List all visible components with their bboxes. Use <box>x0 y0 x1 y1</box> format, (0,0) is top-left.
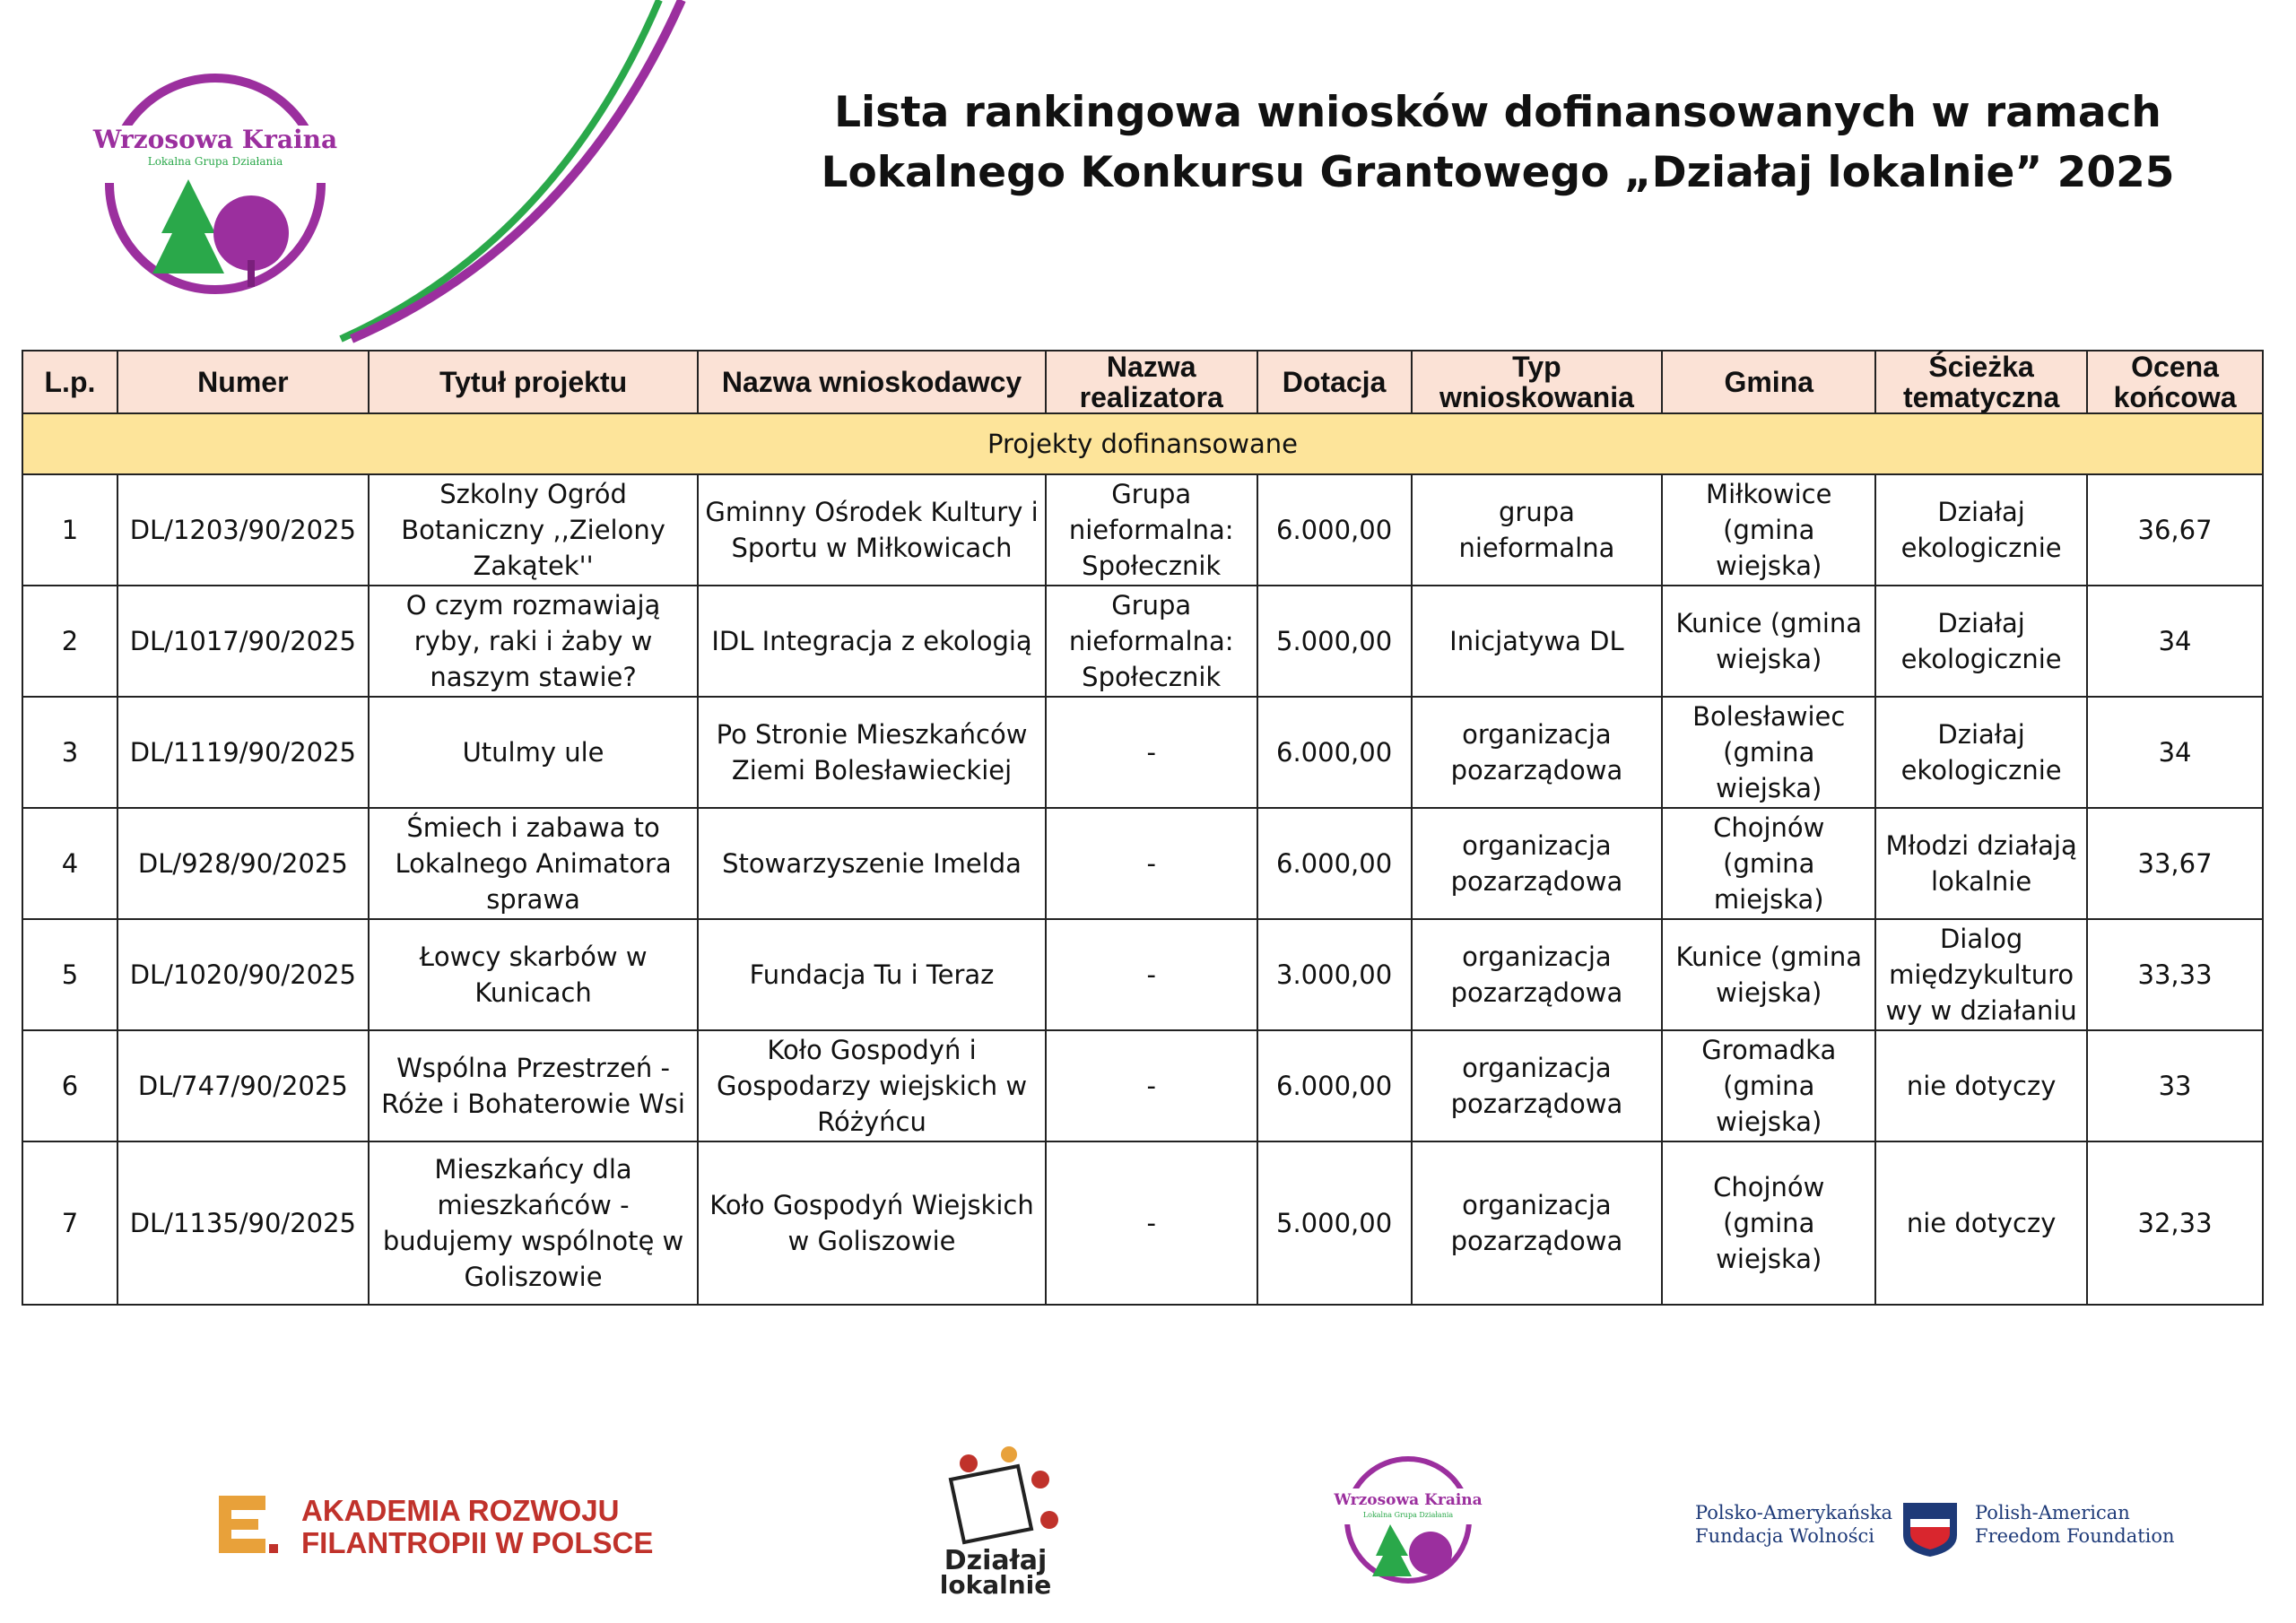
table-header-row <box>22 351 2263 413</box>
cell-sciezka: Młodzi działają lokalnie <box>1875 808 2087 919</box>
cell-tytul: Utulmy ule <box>369 697 698 808</box>
title-line-1: Lista rankingowa wniosków dofinansowanych w ramach <box>834 88 2161 137</box>
cell-typ: organizacja pozarządowa <box>1412 808 1663 919</box>
cell-realizator: - <box>1046 1030 1257 1141</box>
cell-realizator: - <box>1046 697 1257 808</box>
page-title <box>807 82 2188 203</box>
wk-name: Wrzosowa Kraina <box>1334 1491 1483 1509</box>
title-line-2: Lokalnego Konkursu Grantowego „Działaj lokalnie” 2025 <box>821 148 2175 197</box>
cell-wnioskodawca: IDL Integracja z ekologią <box>698 586 1045 697</box>
column-header: Tytuł projektu <box>369 351 698 413</box>
cell-tytul: Mieszkańcy dla mieszkańców - budujemy wspólnotę w Goliszowie <box>369 1141 698 1305</box>
cell-numer: DL/1020/90/2025 <box>117 919 369 1030</box>
table-row <box>22 1030 2263 1141</box>
cell-wnioskodawca: Stowarzyszenie Imelda <box>698 808 1045 919</box>
cell-wnioskodawca: Fundacja Tu i Teraz <box>698 919 1045 1030</box>
column-header: Nazwa realizatora <box>1046 351 1257 413</box>
cell-dotacja: 6.000,00 <box>1257 697 1412 808</box>
cell-realizator: - <box>1046 1141 1257 1305</box>
table-row <box>22 1141 2263 1305</box>
column-header: Ocena końcowa <box>2087 351 2263 413</box>
cell-lp: 4 <box>22 808 117 919</box>
column-header: Nazwa wnioskodawcy <box>698 351 1045 413</box>
column-header: Numer <box>117 351 369 413</box>
cell-tytul: O czym rozmawiają ryby, raki i żaby w naszym stawie? <box>369 586 698 697</box>
cell-gmina: Chojnów (gmina miejska) <box>1662 808 1875 919</box>
cell-sciezka: nie dotyczy <box>1875 1141 2087 1305</box>
wk-subtitle: Lokalna Grupa Działania <box>1362 1511 1454 1519</box>
cell-ocena: 34 <box>2087 697 2263 808</box>
cell-typ: grupa nieformalna <box>1412 474 1663 586</box>
section-label: Projekty dofinansowane <box>22 413 2263 474</box>
cell-dotacja: 6.000,00 <box>1257 474 1412 586</box>
paff-logo <box>1695 1488 2179 1560</box>
logo-subtitle: Lokalna Grupa Działania <box>147 155 283 168</box>
cell-ocena: 36,67 <box>2087 474 2263 586</box>
cell-tytul: Szkolny Ogród Botaniczny ,,Zielony Zakątek'' <box>369 474 698 586</box>
cell-lp: 1 <box>22 474 117 586</box>
cell-ocena: 33 <box>2087 1030 2263 1141</box>
cell-typ: organizacja pozarządowa <box>1412 1030 1663 1141</box>
cell-gmina: Kunice (gmina wiejska) <box>1662 919 1875 1030</box>
cell-typ: Inicjatywa DL <box>1412 586 1663 697</box>
wrzosowa-kraina-small-logo <box>1318 1444 1498 1587</box>
cell-dotacja: 6.000,00 <box>1257 1030 1412 1141</box>
cell-numer: DL/928/90/2025 <box>117 808 369 919</box>
cell-typ: organizacja pozarządowa <box>1412 697 1663 808</box>
paff-en-line-2: Freedom Foundation <box>1975 1525 2175 1547</box>
table-row <box>22 697 2263 808</box>
cell-typ: organizacja pozarządowa <box>1412 919 1663 1030</box>
ard-line-1: AKADEMIA ROZWOJU <box>301 1494 620 1527</box>
cell-wnioskodawca: Po Stronie Mieszkańców Ziemi Bolesławieckiej <box>698 697 1045 808</box>
cell-lp: 3 <box>22 697 117 808</box>
cell-ocena: 34 <box>2087 586 2263 697</box>
cell-wnioskodawca: Koło Gospodyń Wiejskich w Goliszowie <box>698 1141 1045 1305</box>
cell-gmina: Gromadka (gmina wiejska) <box>1662 1030 1875 1141</box>
cell-realizator: Grupa nieformalna: Społecznik <box>1046 586 1257 697</box>
cell-numer: DL/1203/90/2025 <box>117 474 369 586</box>
cell-lp: 5 <box>22 919 117 1030</box>
table-row <box>22 808 2263 919</box>
dl-line-2: lokalnie <box>939 1570 1052 1596</box>
column-header: Ścieżka tematyczna <box>1875 351 2087 413</box>
cell-ocena: 33,33 <box>2087 919 2263 1030</box>
cell-wnioskodawca: Gminny Ośrodek Kultury i Sportu w Miłkowicach <box>698 474 1045 586</box>
cell-tytul: Śmiech i zabawa to Lokalnego Animatora sprawa <box>369 808 698 919</box>
cell-numer: DL/1119/90/2025 <box>117 697 369 808</box>
paff-pl-line-1: Polsko-Amerykańska <box>1695 1502 1893 1523</box>
table-row <box>22 586 2263 697</box>
cell-sciezka: Działaj ekologicznie <box>1875 586 2087 697</box>
column-header: Gmina <box>1662 351 1875 413</box>
ranking-table <box>22 350 2264 1306</box>
dzialaj-lokalnie-logo <box>933 1444 1094 1596</box>
akademia-rozwoju-logo <box>215 1488 664 1560</box>
cell-realizator: - <box>1046 919 1257 1030</box>
column-header: L.p. <box>22 351 117 413</box>
cell-gmina: Kunice (gmina wiejska) <box>1662 586 1875 697</box>
paff-pl-line-2: Fundacja Wolności <box>1695 1525 1874 1547</box>
cell-numer: DL/1135/90/2025 <box>117 1141 369 1305</box>
cell-dotacja: 6.000,00 <box>1257 808 1412 919</box>
cell-lp: 6 <box>22 1030 117 1141</box>
cell-sciezka: Działaj ekologicznie <box>1875 697 2087 808</box>
section-row <box>22 413 2263 474</box>
cell-dotacja: 5.000,00 <box>1257 1141 1412 1305</box>
cell-numer: DL/747/90/2025 <box>117 1030 369 1141</box>
paff-en-line-1: Polish-American <box>1975 1502 2130 1523</box>
column-header: Dotacja <box>1257 351 1412 413</box>
table-row <box>22 474 2263 586</box>
cell-ocena: 32,33 <box>2087 1141 2263 1305</box>
cell-lp: 2 <box>22 586 117 697</box>
cell-lp: 7 <box>22 1141 117 1305</box>
cell-sciezka: Działaj ekologicznie <box>1875 474 2087 586</box>
cell-gmina: Chojnów (gmina wiejska) <box>1662 1141 1875 1305</box>
column-header: Typ wnioskowania <box>1412 351 1663 413</box>
cell-wnioskodawca: Koło Gospodyń i Gospodarzy wiejskich w Różyńcu <box>698 1030 1045 1141</box>
wrzosowa-kraina-logo <box>72 54 359 305</box>
cell-realizator: Grupa nieformalna: Społecznik <box>1046 474 1257 586</box>
cell-gmina: Bolesławiec (gmina wiejska) <box>1662 697 1875 808</box>
table-row <box>22 919 2263 1030</box>
cell-dotacja: 3.000,00 <box>1257 919 1412 1030</box>
cell-numer: DL/1017/90/2025 <box>117 586 369 697</box>
cell-typ: organizacja pozarządowa <box>1412 1141 1663 1305</box>
dl-line-1: Działaj <box>944 1545 1048 1576</box>
logo-name: Wrzosowa Kraina <box>92 125 338 154</box>
ard-line-2: FILANTROPII W POLSCE <box>301 1526 654 1559</box>
cell-dotacja: 5.000,00 <box>1257 586 1412 697</box>
cell-sciezka: Dialog międzykulturo wy w działaniu <box>1875 919 2087 1030</box>
cell-gmina: Miłkowice (gmina wiejska) <box>1662 474 1875 586</box>
cell-realizator: - <box>1046 808 1257 919</box>
cell-tytul: Wspólna Przestrzeń - Róże i Bohaterowie Wsi <box>369 1030 698 1141</box>
cell-tytul: Łowcy skarbów w Kunicach <box>369 919 698 1030</box>
cell-sciezka: nie dotyczy <box>1875 1030 2087 1141</box>
cell-ocena: 33,67 <box>2087 808 2263 919</box>
